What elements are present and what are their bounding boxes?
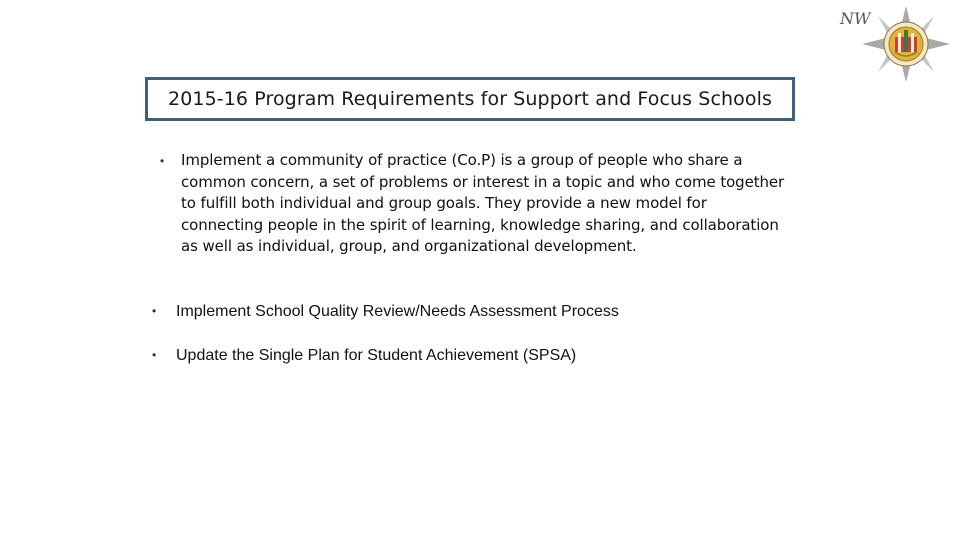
bullet-text: Implement School Quality Review/Needs Assessment Process: [176, 303, 619, 320]
title-box: [145, 77, 795, 121]
bullet-item-community-of-practice: [160, 150, 800, 258]
bullet-icon: •: [160, 154, 165, 168]
bullet-item-spsa: [152, 345, 852, 366]
slide-title: 2015-16 Program Requirements for Support and Focus Schools: [168, 88, 772, 110]
bullet-text: Update the Single Plan for Student Achievement (SPSA): [176, 347, 577, 364]
bullet-text: Implement a community of practice (Co.P) is a group of people who share a common concern, a set of problems or interest in a topic and who come together to fulfill both individual and group goals. They provide a new model for connecting people in the spirit of learning, knowledge sharing, and collaboration as well as individual, group, and organizational development.: [181, 151, 785, 256]
logo-monogram: NW: [840, 9, 871, 28]
bullet-icon: •: [152, 348, 157, 362]
compass-seal-logo-icon: [838, 4, 954, 84]
bullet-item-quality-review: [152, 301, 852, 322]
bullet-icon: •: [152, 304, 157, 318]
